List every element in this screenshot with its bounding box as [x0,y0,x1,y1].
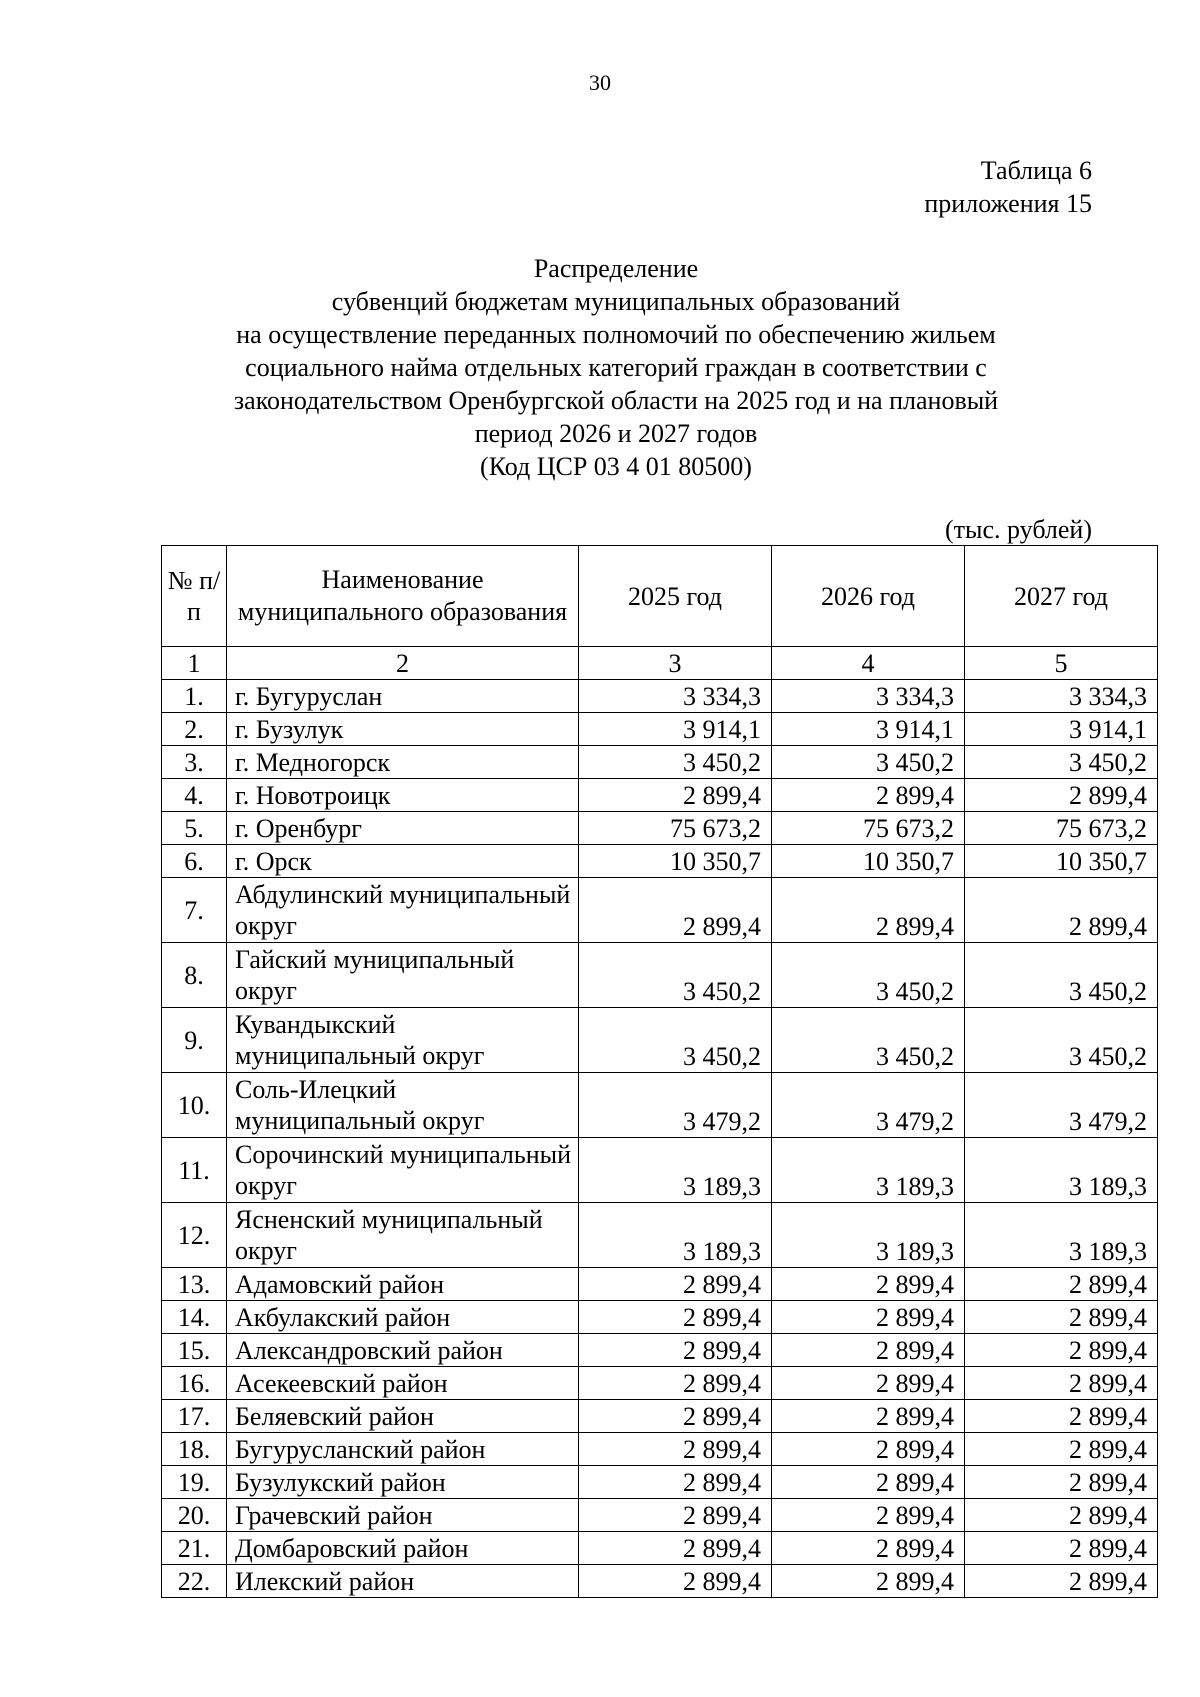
row-value-2027: 2 899,4 [965,1433,1158,1466]
row-num: 19. [162,1466,227,1499]
row-name: г. Орск [227,845,579,878]
row-num: 7. [162,878,227,943]
row-name: г. Бугуруслан [227,680,579,713]
row-value-2027: 2 899,4 [965,1400,1158,1433]
row-value-2026: 10 350,7 [772,845,965,878]
column-index: 3 [579,647,772,680]
table-row [162,1466,1158,1499]
row-value-2027: 3 450,2 [965,1008,1158,1073]
table-row [162,878,1158,943]
row-name: Асекеевский район [227,1367,579,1400]
row-value-2026: 3 914,1 [772,713,965,746]
row-value-2025: 2 899,4 [579,1532,772,1565]
row-value-2027: 3 479,2 [965,1073,1158,1138]
row-value-2027: 2 899,4 [965,779,1158,812]
row-num: 3. [162,746,227,779]
row-value-2026: 3 334,3 [772,680,965,713]
table-row [162,779,1158,812]
row-value-2026: 2 899,4 [772,1532,965,1565]
row-value-2027: 2 899,4 [965,1301,1158,1334]
row-value-2027: 2 899,4 [965,1532,1158,1565]
table-row [162,1138,1158,1203]
row-num: 16. [162,1367,227,1400]
table-row [162,713,1158,746]
distribution-table [161,545,1158,1598]
row-num: 20. [162,1499,227,1532]
row-name: Акбулакский район [227,1301,579,1334]
row-num: 14. [162,1301,227,1334]
table-label-line: приложения 15 [924,189,1092,218]
row-name: Соль-Илецкий муниципальный округ [227,1073,579,1138]
row-value-2025: 3 189,3 [579,1138,772,1203]
row-value-2025: 2 899,4 [579,1301,772,1334]
table-row [162,1565,1158,1598]
header-2026: 2026 год [772,546,965,647]
table-row [162,1008,1158,1073]
row-value-2025: 3 914,1 [579,713,772,746]
table-row [162,680,1158,713]
row-num: 18. [162,1433,227,1466]
column-index-row [162,647,1158,680]
column-index: 2 [227,647,579,680]
header-2025: 2025 год [579,546,772,647]
row-value-2027: 3 450,2 [965,746,1158,779]
header-name: Наименование муниципального образования [227,546,579,647]
row-value-2027: 2 899,4 [965,1565,1158,1598]
row-name: Илекский район [227,1565,579,1598]
row-name: Ясненский муниципальный округ [227,1203,579,1268]
table-row [162,812,1158,845]
row-value-2026: 2 899,4 [772,1499,965,1532]
row-name: Абдулинский муниципальный округ [227,878,579,943]
row-value-2027: 3 189,3 [965,1138,1158,1203]
row-value-2025: 2 899,4 [579,1565,772,1598]
column-index: 1 [162,647,227,680]
row-value-2025: 3 334,3 [579,680,772,713]
row-num: 21. [162,1532,227,1565]
row-num: 22. [162,1565,227,1598]
row-name: Гайский муниципальный округ [227,943,579,1008]
row-value-2025: 2 899,4 [579,1466,772,1499]
row-value-2026: 2 899,4 [772,878,965,943]
title-line: Распределение [533,254,699,283]
column-index: 4 [772,647,965,680]
row-value-2027: 2 899,4 [965,1334,1158,1367]
table-row [162,1499,1158,1532]
row-value-2025: 2 899,4 [579,878,772,943]
title-line: социального найма отдельных категорий граждан в соответствии с [245,353,987,382]
row-name: Беляевский район [227,1400,579,1433]
row-name: Бугурусланский район [227,1433,579,1466]
row-num: 4. [162,779,227,812]
row-value-2026: 2 899,4 [772,1268,965,1301]
header-num: № п/п [162,546,227,647]
row-value-2026: 2 899,4 [772,1334,965,1367]
table-row [162,1400,1158,1433]
row-num: 5. [162,812,227,845]
row-value-2027: 75 673,2 [965,812,1158,845]
row-value-2025: 3 479,2 [579,1073,772,1138]
row-value-2025: 10 350,7 [579,845,772,878]
table-row [162,1532,1158,1565]
row-num: 2. [162,713,227,746]
title-line: период 2026 и 2027 годов [474,419,758,448]
table-row [162,1433,1158,1466]
row-value-2027: 3 334,3 [965,680,1158,713]
title-line: (Код ЦСР 03 4 01 80500) [480,452,752,481]
row-name: Кувандыкский муниципальный округ [227,1008,579,1073]
unit-note: (тыс. рублей) [944,515,1092,544]
row-value-2025: 3 450,2 [579,746,772,779]
row-num: 8. [162,943,227,1008]
title-line: субвенций бюджетам муниципальных образований [331,287,901,316]
table-row [162,1301,1158,1334]
row-value-2025: 2 899,4 [579,1268,772,1301]
row-num: 13. [162,1268,227,1301]
row-value-2026: 2 899,4 [772,779,965,812]
row-value-2026: 2 899,4 [772,1367,965,1400]
row-value-2026: 2 899,4 [772,1301,965,1334]
row-value-2027: 2 899,4 [965,1268,1158,1301]
row-value-2025: 3 189,3 [579,1203,772,1268]
table-label-line: Таблица 6 [980,156,1092,185]
row-value-2027: 2 899,4 [965,878,1158,943]
row-num: 15. [162,1334,227,1367]
row-name: Домбаровский район [227,1532,579,1565]
table-label [924,154,1092,220]
table-row [162,1268,1158,1301]
row-value-2025: 3 450,2 [579,1008,772,1073]
row-value-2025: 75 673,2 [579,812,772,845]
row-name: г. Оренбург [227,812,579,845]
row-name: Грачевский район [227,1499,579,1532]
row-value-2026: 3 479,2 [772,1073,965,1138]
row-num: 17. [162,1400,227,1433]
table-row [162,1073,1158,1138]
row-value-2027: 2 899,4 [965,1466,1158,1499]
row-value-2025: 2 899,4 [579,1433,772,1466]
title-line: законодательством Оренбургской области на 2025 год и на плановый [233,386,999,415]
row-value-2027: 3 914,1 [965,713,1158,746]
row-name: Адамовский район [227,1268,579,1301]
row-value-2026: 2 899,4 [772,1433,965,1466]
row-value-2025: 3 450,2 [579,943,772,1008]
table-row [162,746,1158,779]
row-value-2025: 2 899,4 [579,1400,772,1433]
row-value-2026: 3 189,3 [772,1138,965,1203]
row-value-2026: 3 450,2 [772,1008,965,1073]
row-value-2027: 2 899,4 [965,1367,1158,1400]
column-index: 5 [965,647,1158,680]
row-value-2025: 2 899,4 [579,1367,772,1400]
table-header-row [162,546,1158,647]
row-num: 9. [162,1008,227,1073]
table-row [162,943,1158,1008]
row-value-2026: 2 899,4 [772,1565,965,1598]
row-value-2025: 2 899,4 [579,1334,772,1367]
row-value-2026: 3 189,3 [772,1203,965,1268]
row-value-2026: 3 450,2 [772,746,965,779]
header-2027: 2027 год [965,546,1158,647]
row-num: 10. [162,1073,227,1138]
row-name: Александровский район [227,1334,579,1367]
table-row [162,1203,1158,1268]
row-value-2027: 3 189,3 [965,1203,1158,1268]
row-name: г. Новотроицк [227,779,579,812]
row-num: 1. [162,680,227,713]
row-value-2026: 3 450,2 [772,943,965,1008]
page-number: 30 [589,70,611,95]
row-num: 11. [162,1138,227,1203]
row-name: г. Бузулук [227,713,579,746]
row-value-2027: 3 450,2 [965,943,1158,1008]
row-value-2026: 2 899,4 [772,1466,965,1499]
table-row [162,1334,1158,1367]
row-num: 6. [162,845,227,878]
row-value-2025: 2 899,4 [579,779,772,812]
row-value-2026: 2 899,4 [772,1400,965,1433]
row-value-2027: 10 350,7 [965,845,1158,878]
title-line: на осуществление переданных полномочий по обеспечению жильем [236,320,996,349]
row-value-2027: 2 899,4 [965,1499,1158,1532]
table-row [162,845,1158,878]
row-value-2025: 2 899,4 [579,1499,772,1532]
row-name: Сорочинский муниципальный округ [227,1138,579,1203]
row-value-2026: 75 673,2 [772,812,965,845]
document-title [150,252,1082,483]
row-name: Бузулукский район [227,1466,579,1499]
row-num: 12. [162,1203,227,1268]
row-name: г. Медногорск [227,746,579,779]
table-row [162,1367,1158,1400]
